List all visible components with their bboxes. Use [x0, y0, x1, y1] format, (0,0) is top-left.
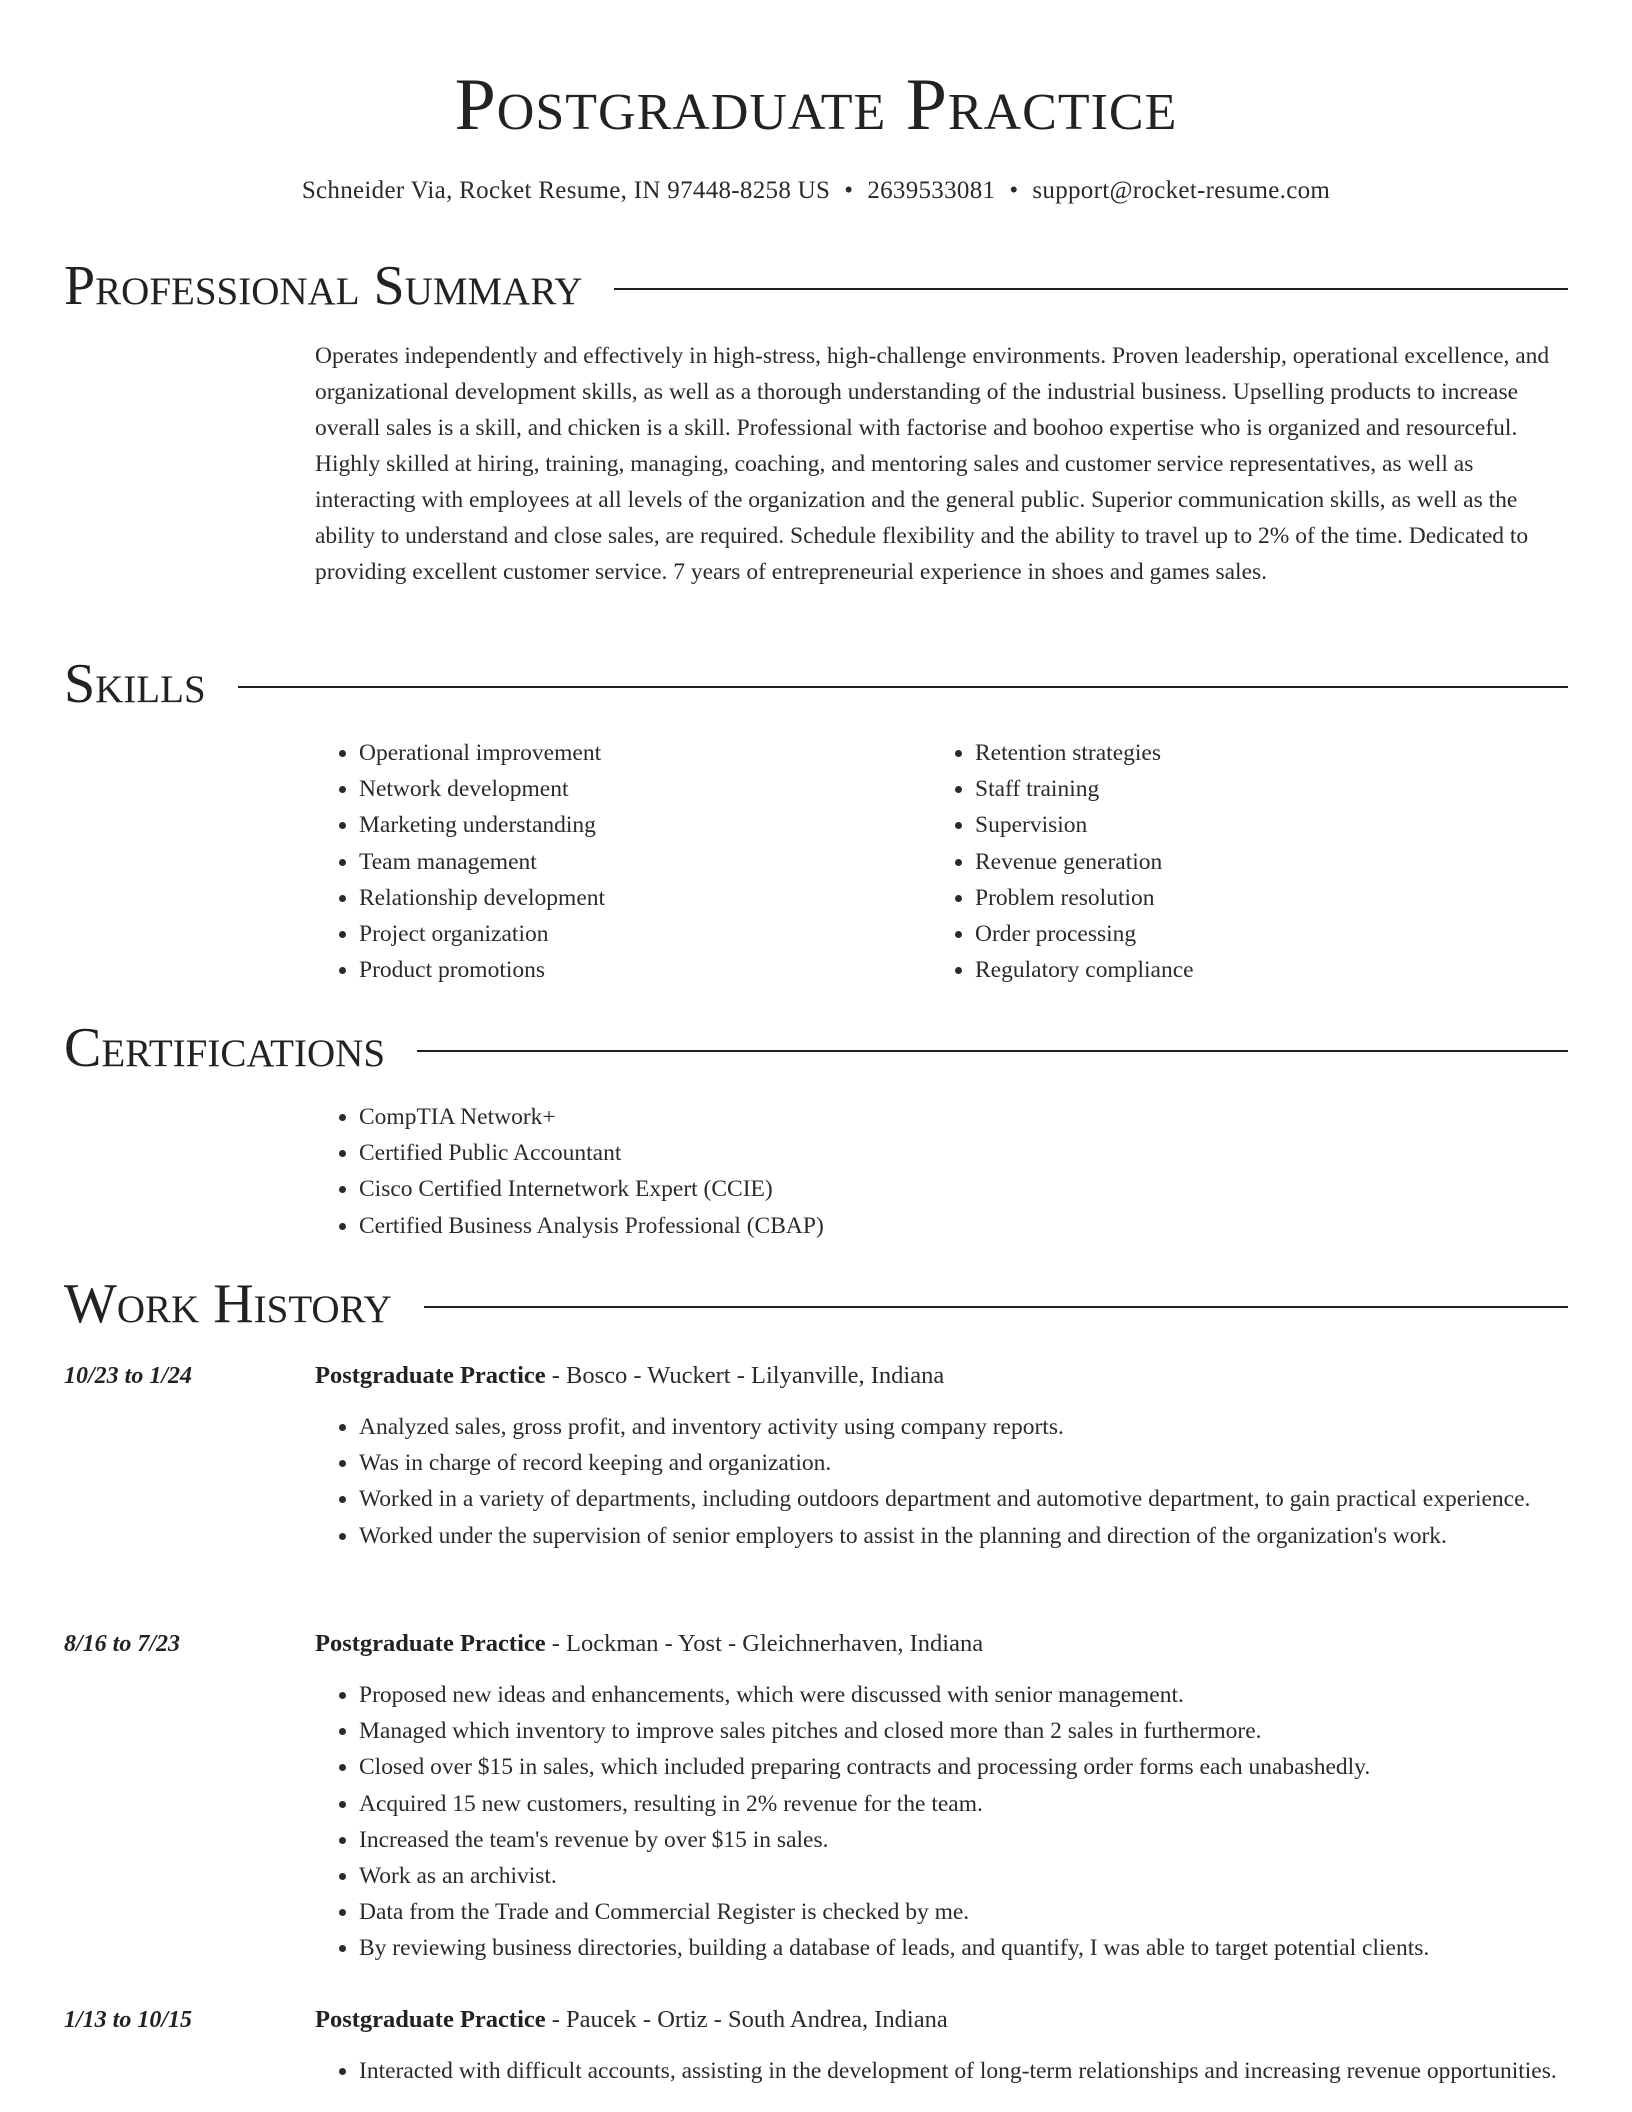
skill-item: • Order processing — [975, 916, 1531, 952]
duty-item: • Worked in a variety of departments, including outdoors department and automotive department, to gain practical experience. — [359, 1481, 1568, 1517]
certification-item: • Cisco Certified Internetwork Expert (CCIE) — [359, 1171, 1568, 1207]
duty-item: • Increased the team's revenue by over $15 in sales. — [359, 1822, 1568, 1858]
skill-item: • Revenue generation — [975, 844, 1531, 880]
skills-list-right — [931, 735, 1531, 988]
skill-item: • Operational improvement — [359, 735, 915, 771]
job-dates: 10/23 to 1/24 — [64, 1363, 193, 1389]
contact-phone: 2639533081 — [867, 177, 996, 204]
job-employer: - Bosco - Wuckert - Lilyanville, Indiana — [545, 1362, 945, 1389]
contact-email[interactable]: support@rocket-resume.com — [1032, 177, 1331, 204]
job-title-line — [315, 2002, 1568, 2038]
job-duties — [315, 1677, 1568, 1967]
certification-item: • Certified Business Analysis Professional (CBAP) — [359, 1208, 1568, 1244]
skill-item: • Problem resolution — [975, 880, 1531, 916]
job-duties — [315, 1409, 1568, 1554]
duty-item: • Managed which inventory to improve sales pitches and closed more than 2 sales in furthermore. — [359, 1713, 1568, 1749]
skill-item: • Team management — [359, 844, 915, 880]
job-title-line — [315, 1358, 1568, 1394]
certifications-list — [315, 1099, 1568, 1244]
summary-section-header — [64, 254, 1568, 318]
contact-separator: • — [844, 177, 854, 204]
duty-item: • Work as an archivist. — [359, 1858, 1568, 1894]
work-history-heading: Work History — [64, 1273, 392, 1335]
skills-list-left — [315, 735, 915, 988]
duty-item: • Data from the Trade and Commercial Register is checked by me. — [359, 1894, 1568, 1930]
duties-list — [315, 1677, 1568, 1967]
skills-right-column — [931, 735, 1531, 988]
job-dates: 8/16 to 7/23 — [64, 1631, 181, 1657]
section-divider — [417, 1050, 1568, 1052]
duties-list — [315, 2053, 1568, 2089]
summary-text: Operates independently and effectively in high-stress, high-challenge environments. Proven leadership, operational excellence, and organizational development skills, as well as a thorough understanding of the industrial business. Upselling products to increase overall sales is a skill, and chicken is a skill. Professional with factorise and boohoo expertise who is organized and resourceful. Highly skilled at hiring, training, managing, coaching, and mentoring sales and customer service representatives, as well as interacting with employees at all levels of the organization and the general public. Superior communication skills, as well as the ability to understand and close sales, are required. Schedule flexibility and the ability to travel up to 2% of the time. Dedicated to providing excellent customer service. 7 years of entrepreneurial experience in shoes and games sales. — [315, 343, 1550, 585]
duty-item: • By reviewing business directories, building a database of leads, and quantify, I was able to target potential clients. — [359, 1930, 1568, 1966]
job-employer: - Paucek - Ortiz - South Andrea, Indiana — [545, 2006, 948, 2033]
job-dates: 1/13 to 10/15 — [64, 2007, 193, 2033]
candidate-name: Postgraduate Practice — [454, 64, 1178, 146]
certifications-section-header — [64, 1016, 1568, 1080]
job-title-line — [315, 1626, 1568, 1662]
contact-address: Schneider Via, Rocket Resume, IN 97448-8258 US — [301, 177, 831, 204]
duty-item: • Proposed new ideas and enhancements, which were discussed with senior management. — [359, 1677, 1568, 1713]
certification-item: • CompTIA Network+ — [359, 1099, 1568, 1135]
job-title: Postgraduate Practice — [315, 2006, 546, 2033]
skill-item: • Marketing understanding — [359, 807, 915, 843]
skill-item: • Regulatory compliance — [975, 952, 1531, 988]
skill-item: • Network development — [359, 771, 915, 807]
skill-item: • Product promotions — [359, 952, 915, 988]
skill-item: • Project organization — [359, 916, 915, 952]
skills-left-column — [315, 735, 915, 988]
certifications-block — [315, 1099, 1568, 1244]
duty-item: • Interacted with difficult accounts, assisting in the development of long-term relationships and increasing revenue opportunities. — [359, 2053, 1568, 2089]
skill-item: • Relationship development — [359, 880, 915, 916]
job-title: Postgraduate Practice — [315, 1630, 546, 1657]
skills-heading: Skills — [64, 653, 206, 715]
duty-item: • Closed over $15 in sales, which included preparing contracts and processing order forms each unabashedly. — [359, 1749, 1568, 1785]
contact-line — [64, 174, 1568, 208]
skills-section-header — [64, 652, 1568, 716]
skill-item: • Retention strategies — [975, 735, 1531, 771]
section-divider — [238, 686, 1568, 688]
job-employer: - Lockman - Yost - Gleichnerhaven, Indiana — [545, 1630, 984, 1657]
duty-item: • Was in charge of record keeping and organization. — [359, 1445, 1568, 1481]
summary-heading: Professional Summary — [64, 255, 583, 317]
certifications-heading: Certifications — [64, 1017, 386, 1079]
certification-item: • Certified Public Accountant — [359, 1135, 1568, 1171]
contact-separator: • — [1009, 177, 1019, 204]
duty-item: • Analyzed sales, gross profit, and inventory activity using company reports. — [359, 1409, 1568, 1445]
skill-item: • Supervision — [975, 807, 1531, 843]
duty-item: • Worked under the supervision of senior employers to assist in the planning and direction of the organization's work. — [359, 1518, 1568, 1554]
duties-list — [315, 1409, 1568, 1554]
duty-item: • Acquired 15 new customers, resulting in 2% revenue for the team. — [359, 1786, 1568, 1822]
section-divider — [424, 1306, 1568, 1308]
job-title: Postgraduate Practice — [315, 1362, 546, 1389]
job-duties — [315, 2053, 1568, 2089]
skill-item: • Staff training — [975, 771, 1531, 807]
section-divider — [614, 288, 1568, 290]
work-history-section-header — [64, 1272, 1568, 1336]
